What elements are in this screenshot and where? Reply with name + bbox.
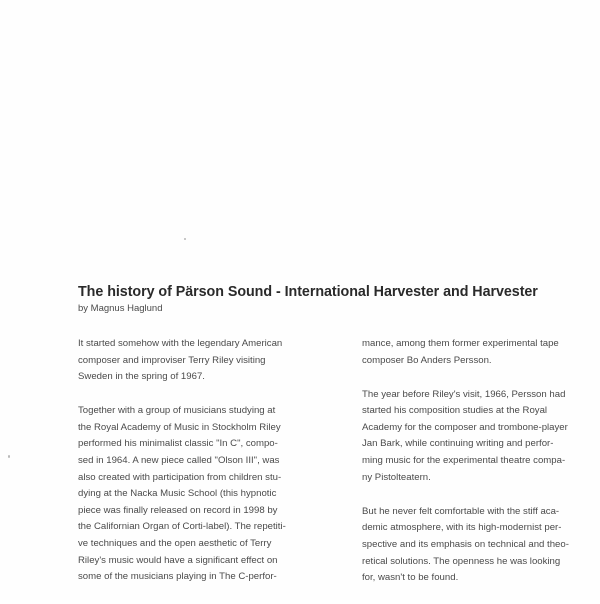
text-line: It started somehow with the legendary American xyxy=(78,338,283,349)
paragraph xyxy=(362,504,582,587)
right-column xyxy=(362,336,582,604)
text-line: spective and its emphasis on technical and theo- xyxy=(362,538,569,550)
paragraph xyxy=(78,336,328,386)
text-line: composer and improviser Terry Riley visiting xyxy=(78,354,266,366)
text-line: sed in 1964. A new piece called "Olson III", was xyxy=(78,455,280,467)
text-line: Riley's music would have a significant effect on xyxy=(78,554,278,566)
text-line: retical solutions. The openness he was looking xyxy=(362,555,561,567)
text-line: for, wasn't to be found. xyxy=(362,572,459,584)
text-line: mance, among them former experimental tape xyxy=(362,338,559,349)
text-line: composer Bo Anders Persson. xyxy=(362,354,492,366)
paper-speck xyxy=(184,238,186,240)
paragraph xyxy=(362,387,582,487)
paragraph xyxy=(78,403,328,586)
text-line: demic atmosphere, with its high-modernist per- xyxy=(362,522,562,534)
paragraph xyxy=(362,336,582,369)
text-line: But he never felt comfortable with the stiff aca- xyxy=(362,505,560,517)
text-line: piece was finally released on record in 1998 by xyxy=(78,504,278,516)
text-line: ming music for the experimental theatre compa- xyxy=(362,455,566,467)
text-line: the Royal Academy of Music in Stockholm Riley xyxy=(78,421,281,433)
text-line: also created with participation from children stu- xyxy=(78,471,282,483)
text-line: Sweden in the spring of 1967. xyxy=(78,371,205,383)
text-line: Jan Bark, while continuing writing and perfor- xyxy=(362,438,554,450)
text-line: Academy for the composer and trombone-player xyxy=(362,421,568,433)
text-line: ny Pistolteatern. xyxy=(362,471,431,483)
text-line: The year before Riley's visit, 1966, Persson had xyxy=(362,388,566,400)
article-byline: by Magnus Haglund xyxy=(78,303,163,314)
text-line: ve techniques and the open aesthetic of Terry xyxy=(78,538,272,550)
left-column xyxy=(78,336,328,603)
article-title: The history of Pärson Sound - International Harvester and Harvester xyxy=(78,284,538,300)
text-line: dying at the Nacka Music School (this hypnotic xyxy=(78,488,277,500)
text-line: Together with a group of musicians studying at xyxy=(78,405,276,417)
text-line: some of the musicians playing in The C-perfor- xyxy=(78,571,277,583)
text-line: the Californian Organ of Corti-label). The repetiti- xyxy=(78,521,286,533)
text-line: performed his minimalist classic "In C", compo- xyxy=(78,438,278,450)
paper-speck xyxy=(8,455,10,458)
text-line: started his composition studies at the Royal xyxy=(362,405,548,417)
